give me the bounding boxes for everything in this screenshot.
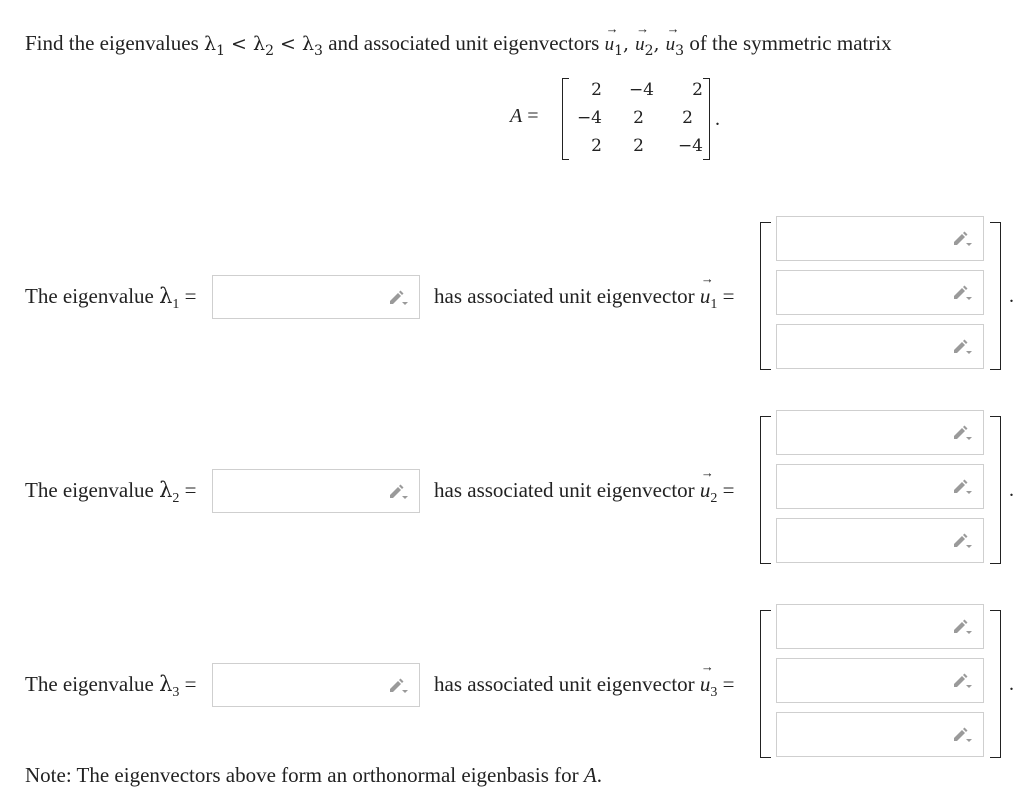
matrix-cell: 2: [633, 136, 644, 156]
eigenvector-3-label: has associated unit eigenvector → $u_3$ =: [434, 672, 735, 701]
vector-2-period: .: [1009, 479, 1014, 501]
eigenvector-3-component-1[interactable]: [776, 604, 984, 649]
pencil-dropdown-icon[interactable]: [951, 424, 973, 442]
prompt-start: Find the eigenvalues: [25, 31, 199, 55]
pencil-dropdown-icon[interactable]: [951, 532, 973, 550]
eigenvector-1-component-2[interactable]: [776, 270, 984, 315]
matrix-period: .: [715, 108, 720, 130]
eigenvector-2-component-3[interactable]: [776, 518, 984, 563]
eigenvector-3-component-3[interactable]: [776, 712, 984, 757]
pencil-dropdown-icon[interactable]: [387, 483, 409, 501]
pencil-dropdown-icon[interactable]: [951, 284, 973, 302]
eigenvalue-3-label: The eigenvalue $\lambda_3$ =: [25, 672, 197, 701]
pencil-dropdown-icon[interactable]: [951, 672, 973, 690]
prompt-end: of the symmetric matrix: [689, 31, 892, 55]
eigenvector-1-component-3[interactable]: [776, 324, 984, 369]
pencil-dropdown-icon[interactable]: [387, 677, 409, 695]
eigenvector-2-component-1[interactable]: [776, 410, 984, 455]
question-prompt: [25, 31, 892, 59]
vector-2-left-bracket: [760, 416, 771, 564]
eigenvalue-3-input[interactable]: [212, 663, 420, 707]
eigenvalue-2-input[interactable]: [212, 469, 420, 513]
eigenvector-1-component-1[interactable]: [776, 216, 984, 261]
eigenvector-2-label: has associated unit eigenvector → $u_2$ =: [434, 478, 735, 507]
right-bracket: [703, 78, 710, 160]
matrix-cell: −4: [628, 80, 654, 100]
vector-3-period: .: [1009, 673, 1014, 695]
pencil-dropdown-icon[interactable]: [387, 289, 409, 307]
eigenvalue-1-input[interactable]: [212, 275, 420, 319]
eigenvector-1-label: has associated unit eigenvector → $u_1$ =: [434, 284, 735, 313]
pencil-dropdown-icon[interactable]: [951, 338, 973, 356]
vector-1-period: .: [1009, 285, 1014, 307]
note-text: Note: The eigenvectors above form an orthonormal eigenbasis for A.: [25, 763, 602, 787]
vector-2-right-bracket: [990, 416, 1001, 564]
matrix-label: A =: [510, 105, 539, 127]
matrix-cell: 2: [692, 80, 703, 100]
prompt-middle: and associated unit eigenvectors: [328, 31, 600, 55]
matrix-cell: −4: [576, 108, 602, 128]
pencil-dropdown-icon[interactable]: [951, 478, 973, 496]
vector-3-right-bracket: [990, 610, 1001, 758]
pencil-dropdown-icon[interactable]: [951, 230, 973, 248]
vector-1-right-bracket: [990, 222, 1001, 370]
matrix-cell: 2: [682, 108, 693, 128]
matrix-cell: 2: [591, 80, 602, 100]
eigenvector-3-component-2[interactable]: [776, 658, 984, 703]
matrix-cell: 2: [633, 108, 644, 128]
pencil-dropdown-icon[interactable]: [951, 618, 973, 636]
vector-3-left-bracket: [760, 610, 771, 758]
matrix-cell: 2: [591, 136, 602, 156]
eigenvalue-ordering: $\lambda_1 < \lambda_2 < \lambda_3$: [204, 33, 323, 59]
eigenvalue-1-label: The eigenvalue $\lambda_1$ =: [25, 284, 197, 313]
matrix-grid: [562, 78, 710, 160]
eigenvalue-2-label: The eigenvalue $\lambda_2$ =: [25, 478, 197, 507]
pencil-dropdown-icon[interactable]: [951, 726, 973, 744]
matrix-cell: −4: [677, 136, 703, 156]
eigenvector-2-component-2[interactable]: [776, 464, 984, 509]
eigenvector-list: → $u_1$, → $u_2$, → $u_3$: [605, 33, 684, 55]
vector-1-left-bracket: [760, 222, 771, 370]
